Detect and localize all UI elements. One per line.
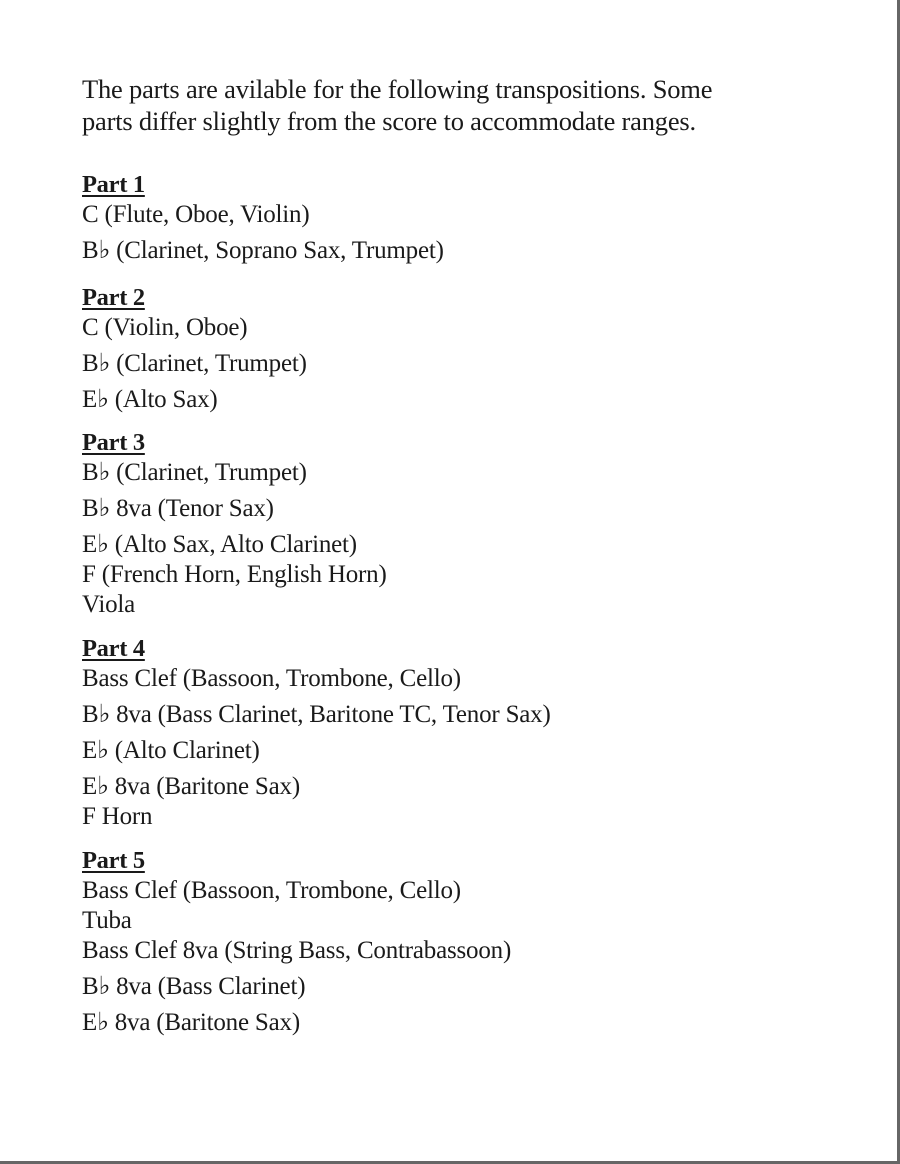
part-1-heading: Part 1 xyxy=(82,171,145,198)
part-4-section xyxy=(82,634,842,832)
part-4-line: Bass Clef (Bassoon, Trombone, Cello) xyxy=(82,665,461,692)
part-3-section xyxy=(82,428,842,620)
intro-line-1: The parts are avilable for the following transpositions. Some xyxy=(82,74,713,104)
part-5-section xyxy=(82,846,842,1038)
intro-line-2: parts differ slightly from the score to accommodate ranges. xyxy=(82,106,696,136)
part-3-line: E♭ (Alto Sax, Alto Clarinet) xyxy=(82,531,357,558)
part-2-section xyxy=(82,283,842,415)
part-3-line: B♭ 8va (Tenor Sax) xyxy=(82,495,274,522)
part-4-heading: Part 4 xyxy=(82,635,145,662)
part-3-heading: Part 3 xyxy=(82,429,145,456)
document-body xyxy=(82,73,842,1050)
part-5-heading: Part 5 xyxy=(82,847,145,874)
part-4-line: E♭ 8va (Baritone Sax) xyxy=(82,773,300,800)
part-5-line: Bass Clef 8va (String Bass, Contrabassoon) xyxy=(82,937,512,964)
part-2-line: E♭ (Alto Sax) xyxy=(82,386,218,413)
part-5-line: Bass Clef (Bassoon, Trombone, Cello) xyxy=(82,877,461,904)
intro-paragraph xyxy=(82,73,842,137)
part-4-line: E♭ (Alto Clarinet) xyxy=(82,737,260,764)
part-4-line: B♭ 8va (Bass Clarinet, Baritone TC, Tenor Sax) xyxy=(82,701,551,728)
part-5-line: Tuba xyxy=(82,907,132,934)
part-5-line: B♭ 8va (Bass Clarinet) xyxy=(82,973,306,1000)
part-3-line: F (French Horn, English Horn) xyxy=(82,561,387,588)
part-4-line: F Horn xyxy=(82,803,153,830)
part-2-line: B♭ (Clarinet, Trumpet) xyxy=(82,350,307,377)
part-1-section xyxy=(82,170,842,266)
part-1-line: C (Flute, Oboe, Violin) xyxy=(82,201,310,228)
part-3-line: Viola xyxy=(82,591,136,618)
part-5-line: E♭ 8va (Baritone Sax) xyxy=(82,1009,300,1036)
part-3-line: B♭ (Clarinet, Trumpet) xyxy=(82,459,307,486)
part-2-heading: Part 2 xyxy=(82,284,145,311)
part-2-line: C (Violin, Oboe) xyxy=(82,314,248,341)
part-1-line: B♭ (Clarinet, Soprano Sax, Trumpet) xyxy=(82,237,444,264)
